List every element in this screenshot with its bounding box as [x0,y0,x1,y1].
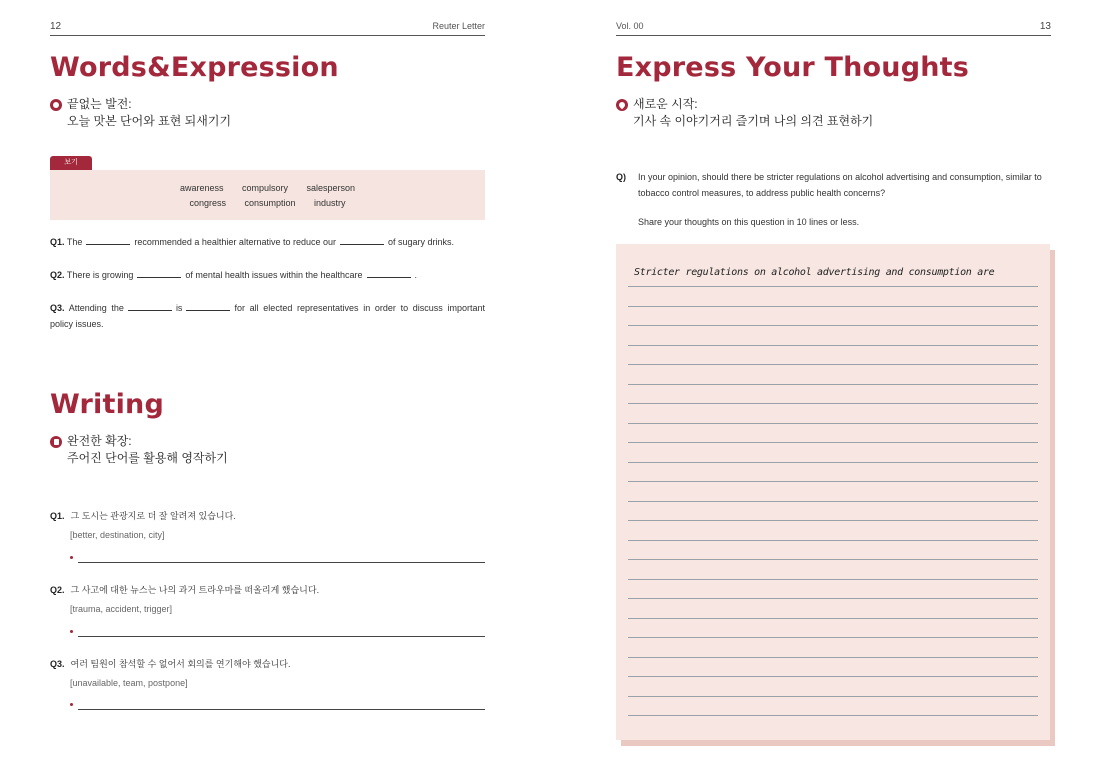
question-text: . [414,270,418,280]
question-number: Q2. [50,585,65,595]
ruled-line [628,618,1038,619]
ruled-line [628,540,1038,541]
question-text: for all elected representatives in order to discuss important policy issues. [50,303,485,329]
word-box-tab: 보기 [50,156,92,170]
writing-subtitle-line2: 주어진 단어를 활용해 영작하기 [67,451,228,465]
word-row-2 [50,198,485,208]
word-item: awareness [179,183,224,193]
ruled-line [628,462,1038,463]
ruled-line [628,325,1038,326]
document-badge-icon [50,436,62,448]
ruled-line [628,696,1038,697]
question-text: There is growing [66,270,134,280]
ruled-line [628,306,1038,307]
word-item: industry [314,198,346,208]
express-subtitle-line1: 새로운 시작: [633,97,698,111]
ruled-line [628,637,1038,638]
hint-words: [better, destination, city] [70,530,165,540]
writing-question-2 [50,583,319,596]
ruled-line [628,403,1038,404]
question-text: of sugary drinks. [388,237,455,247]
ruled-line [628,442,1038,443]
vocab-question-1 [50,234,485,250]
word-box [50,170,485,220]
korean-sentence: 그 도시는 관광지로 더 잘 알려져 있습니다. [70,511,236,521]
vocab-subtitle-line2: 오늘 맛본 단어와 표현 되새기기 [67,114,232,128]
korean-sentence: 여러 팀원이 참석할 수 없어서 회의를 연기해야 했습니다. [70,659,291,669]
writing-subtitle-line1: 완전한 확장: [67,434,132,448]
bullet-icon [70,703,73,706]
opinion-question [616,169,1056,201]
ruled-line [628,384,1038,385]
fill-blank[interactable] [186,302,230,311]
ruled-line [628,423,1038,424]
word-item: salesperson [306,183,356,193]
vocab-question-3 [50,300,485,332]
express-subtitle-line2: 기사 속 이야기거리 즐기며 나의 의견 표현하기 [633,114,874,128]
bullet-icon [70,556,73,559]
question-text: recommended a healthier alternative to reduce our [134,237,336,247]
vocab-subtitle [50,96,231,130]
question-text: The [66,237,83,247]
fill-blank[interactable] [86,236,130,245]
heart-badge-icon [50,99,62,111]
running-head-right [616,20,1051,36]
question-number: Q3. [50,659,65,669]
question-number: Q1. [50,237,65,247]
ruled-line [628,520,1038,521]
page-number: 13 [1039,21,1051,32]
lightbulb-badge-icon [616,99,628,111]
right-page [616,0,1051,780]
question-number: Q1. [50,511,65,521]
hint-words: [trauma, accident, trigger] [70,604,173,614]
word-row-1 [50,183,485,193]
words-expression-title: Words&Expression [50,52,339,83]
question-text: is [175,303,183,313]
answer-line[interactable] [78,562,485,563]
ruled-line [628,579,1038,580]
fill-blank[interactable] [367,269,411,278]
express-thoughts-title: Express Your Thoughts [616,52,970,83]
answer-note[interactable] [616,244,1050,740]
handwritten-answer: Stricter regulations on alcohol advertising and consumption are [634,267,995,278]
left-page [50,0,485,780]
ruled-line [628,559,1038,560]
answer-line[interactable] [78,636,485,637]
hint-words: [unavailable, team, postpone] [70,678,188,688]
writing-subtitle [50,433,228,467]
question-number: Q3. [50,303,65,313]
running-head-left [50,20,485,36]
express-subtitle [616,96,873,130]
volume-label: Vol. 00 [616,21,644,31]
instruction-text: Share your thoughts on this question in 10 lines or less. [638,217,860,227]
writing-title: Writing [50,389,164,420]
word-item: compulsory [241,183,288,193]
ruled-line [628,481,1038,482]
ruled-line [628,286,1038,287]
fill-blank[interactable] [128,302,172,311]
writing-question-1 [50,509,236,522]
running-title: Reuter Letter [432,21,485,31]
fill-blank[interactable] [340,236,384,245]
question-text: of mental health issues within the healthcare [185,270,363,280]
bullet-icon [70,630,73,633]
ruled-line [628,345,1038,346]
word-item: consumption [244,198,296,208]
fill-blank[interactable] [137,269,181,278]
vocab-subtitle-line1: 끝없는 발전: [67,97,132,111]
ruled-line [628,598,1038,599]
page-number: 12 [50,21,62,32]
question-text: Attending the [68,303,124,313]
answer-line[interactable] [78,709,485,710]
question-mark-label: Q) [616,172,626,182]
writing-question-3 [50,657,290,670]
word-item: congress [189,198,226,208]
ruled-line [628,715,1038,716]
question-text: In your opinion, should there be stricter regulations on alcohol advertising and consumption, similar to tobacco control measures, to address public health concerns? [638,172,1042,198]
question-number: Q2. [50,270,65,280]
ruled-line [628,657,1038,658]
ruled-line [628,364,1038,365]
ruled-line [628,501,1038,502]
vocab-question-2 [50,267,485,283]
korean-sentence: 그 사고에 대한 뉴스는 나의 과거 트라우마를 떠올리게 했습니다. [70,585,320,595]
ruled-line [628,676,1038,677]
